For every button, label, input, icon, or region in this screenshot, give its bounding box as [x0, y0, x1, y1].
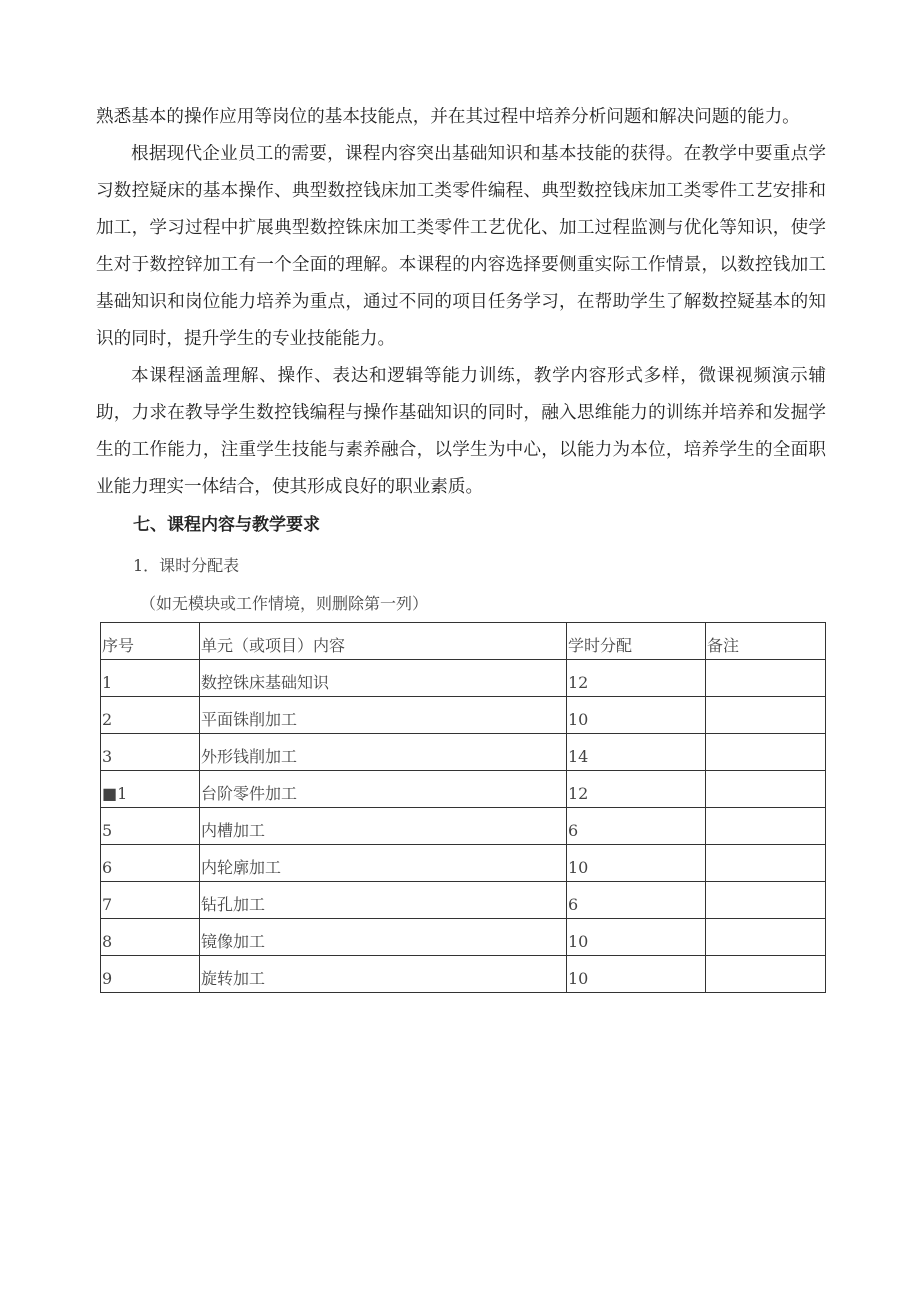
table-cell [706, 734, 826, 771]
table-cell [706, 808, 826, 845]
header-cell: 序号 [101, 623, 200, 660]
table-row [101, 697, 826, 734]
table-cell: 数控铢床基础知识 [200, 660, 567, 697]
table-cell: 旋转加工 [200, 956, 567, 993]
table-cell [706, 956, 826, 993]
header-cell: 备注 [706, 623, 826, 660]
table-cell [706, 919, 826, 956]
table-cell: ■1 [101, 771, 200, 808]
table-cell: 钻孔加工 [200, 882, 567, 919]
table-cell [706, 771, 826, 808]
table-row [101, 771, 826, 808]
table-cell: 10 [567, 697, 706, 734]
hours-allocation-table [100, 622, 826, 993]
table-row [101, 956, 826, 993]
table-row [101, 919, 826, 956]
table-cell: 2 [101, 697, 200, 734]
table-cell [706, 845, 826, 882]
table-cell: 3 [101, 734, 200, 771]
table-cell: 内槽加工 [200, 808, 567, 845]
table-cell: 9 [101, 956, 200, 993]
table-cell: 10 [567, 956, 706, 993]
table-cell [706, 882, 826, 919]
table-cell: 6 [567, 882, 706, 919]
table-row [101, 660, 826, 697]
paragraph: 本课程涵盖理解、操作、表达和逻辑等能力训练，教学内容形式多样，微课视频演示辅助，力求在教导学生数控钱编程与操作基础知识的同时，融入思维能力的训练并培养和发掘学生的工作能力，注重学生技能与素养融合，以学生为中心，以能力为本位，培养学生的全面职业能力理实一体结合，使其形成良好的职业素质。 [96, 366, 826, 497]
table-cell: 12 [567, 660, 706, 697]
table-cell: 内轮廓加工 [200, 845, 567, 882]
table-cell: 1 [101, 660, 200, 697]
table-cell: 6 [101, 845, 200, 882]
table-cell: 5 [101, 808, 200, 845]
table-cell [706, 697, 826, 734]
section-heading: 七、课程内容与教学要求 [133, 515, 320, 535]
table-row [101, 845, 826, 882]
subheading: 1．课时分配表 [133, 556, 240, 575]
header-cell: 单元（或项目）内容 [200, 623, 567, 660]
table-row [101, 882, 826, 919]
table-cell: 外形钱削加工 [200, 734, 567, 771]
table-cell: 8 [101, 919, 200, 956]
table-cell: 12 [567, 771, 706, 808]
table-row [101, 734, 826, 771]
table-cell [706, 660, 826, 697]
header-cell: 学时分配 [567, 623, 706, 660]
paragraph: 熟悉基本的操作应用等岗位的基本技能点，并在其过程中培养分析问题和解决问题的能力。 [96, 107, 800, 127]
table-cell: 台阶零件加工 [200, 771, 567, 808]
table-row [101, 808, 826, 845]
table-cell: 10 [567, 845, 706, 882]
table-cell: 平面铢削加工 [200, 697, 567, 734]
table-cell: 7 [101, 882, 200, 919]
table-cell: 6 [567, 808, 706, 845]
table-header-row [101, 623, 826, 660]
table-cell: 10 [567, 919, 706, 956]
table-cell: 镜像加工 [200, 919, 567, 956]
paragraph: 根据现代企业员工的需要，课程内容突出基础知识和基本技能的获得。在教学中要重点学习数控疑床的基本操作、典型数控钱床加工类零件编程、典型数控钱床加工类零件工艺安排和加工，学习过程中扩展典型数控铢床加工类零件工艺优化、加工过程监测与优化等知识，使学生对于数控锌加工有一个全面的理解。本课程的内容选择要侧重实际工作情景，以数控钱加工基础知识和岗位能力培养为重点，通过不同的项目任务学习，在帮助学生了解数控疑基本的知识的同时，提升学生的专业技能能力。 [96, 144, 826, 349]
table-cell: 14 [567, 734, 706, 771]
table-note: （如无模块或工作情境，则删除第一列） [140, 594, 429, 613]
